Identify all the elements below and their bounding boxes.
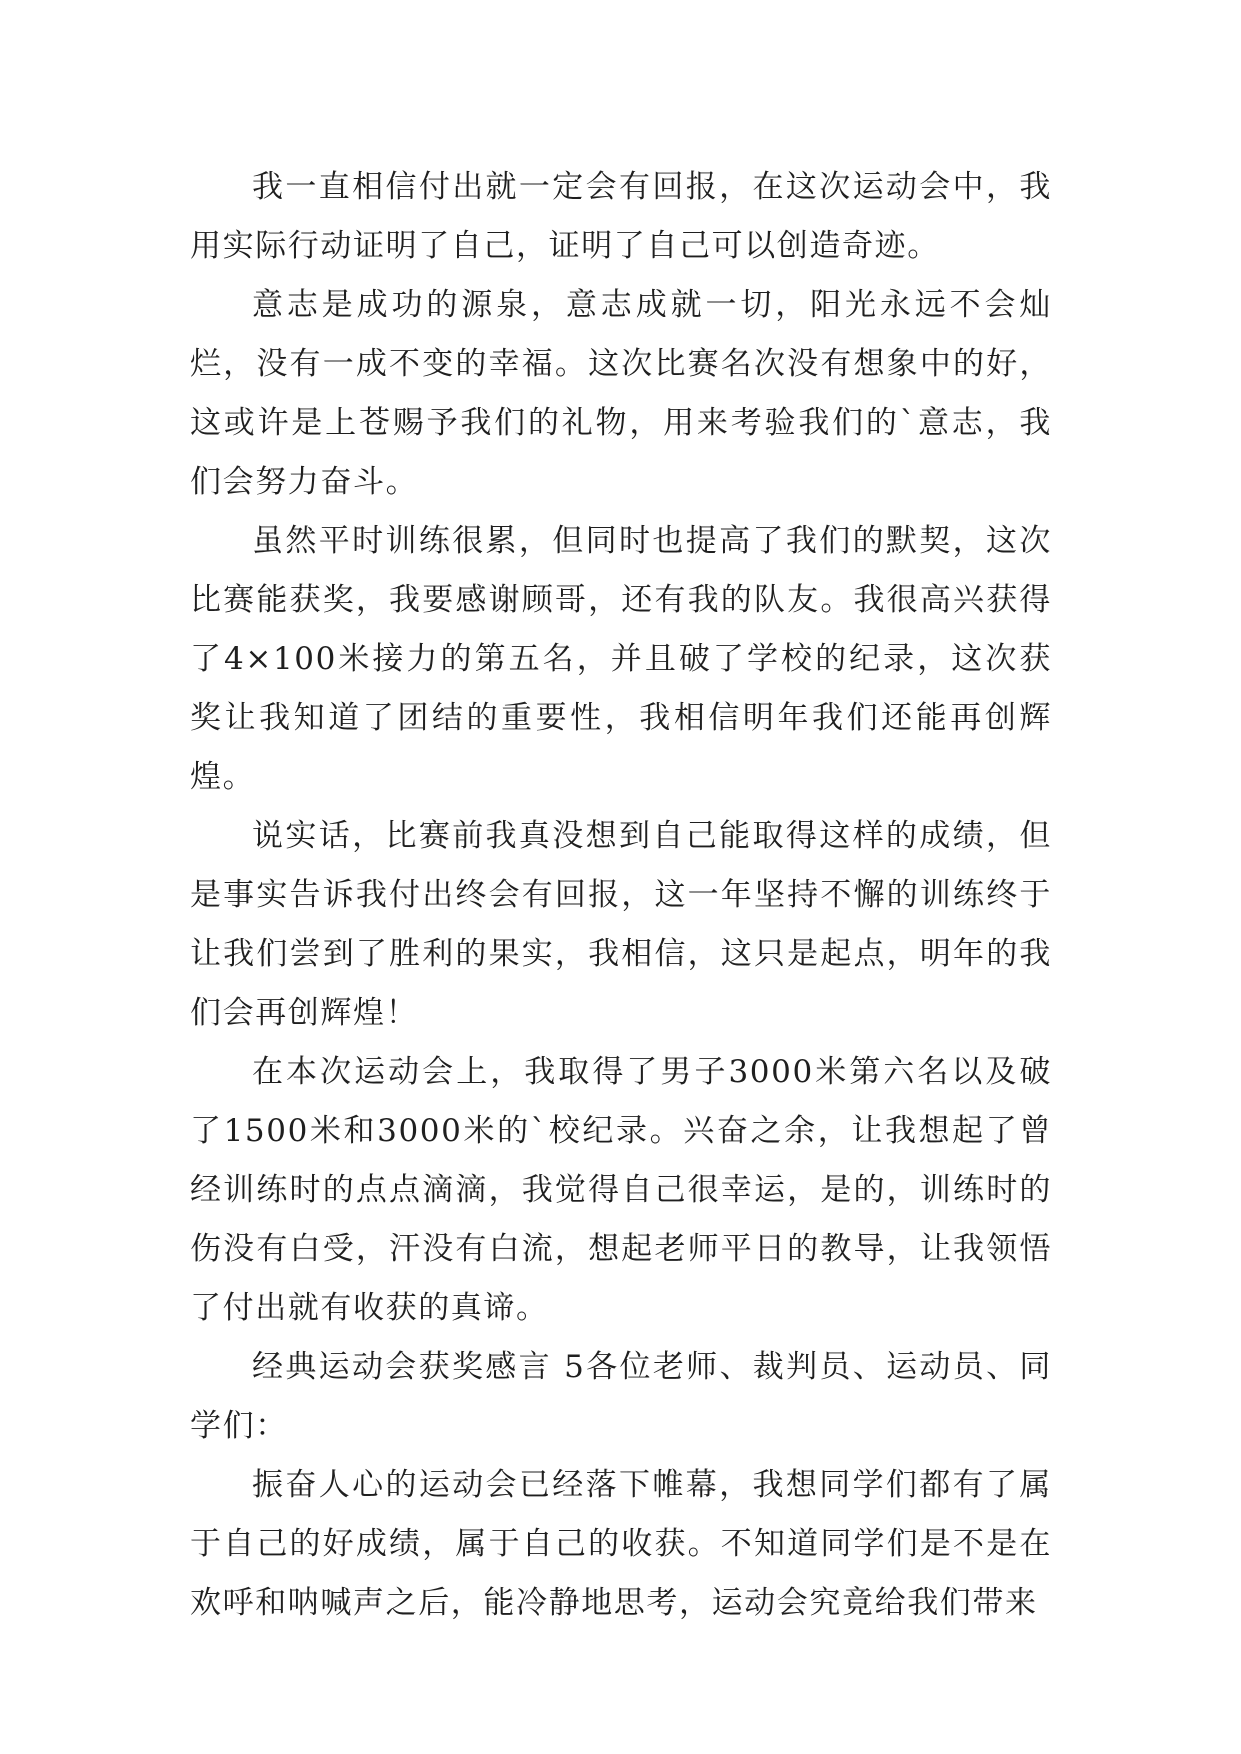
- paragraph-4: 说实话，比赛前我真没想到自己能取得这样的成绩，但是事实告诉我付出终会有回报，这一年坚持不懈的训练终于让我们尝到了胜利的果实，我相信，这只是起点，明年的我们会再创辉煌！: [190, 818, 1052, 1031]
- document-body: [190, 158, 1052, 1633]
- paragraph-7: 振奋人心的运动会已经落下帷幕，我想同学们都有了属于自己的好成绩，属于自己的收获。不知道同学们是不是在欢呼和呐喊声之后，能冷静地思考，运动会究竟给我们带来: [190, 1467, 1052, 1621]
- paragraph-3: 虽然平时训练很累，但同时也提高了我们的默契，这次比赛能获奖，我要感谢顾哥，还有我的队友。我很高兴获得了4×100米接力的第五名，并且破了学校的纪录，这次获奖让我知道了团结的重要性，我相信明年我们还能再创辉煌。: [190, 523, 1052, 795]
- paragraph-1: 我一直相信付出就一定会有回报，在这次运动会中，我用实际行动证明了自己，证明了自己可以创造奇迹。: [190, 169, 1052, 264]
- paragraph-6: 经典运动会获奖感言 5各位老师、裁判员、运动员、同学们：: [190, 1349, 1052, 1444]
- paragraph-2: 意志是成功的源泉，意志成就一切，阳光永远不会灿烂，没有一成不变的幸福。这次比赛名次没有想象中的好，这或许是上苍赐予我们的礼物，用来考验我们的`意志，我们会努力奋斗。: [190, 287, 1052, 500]
- paragraph-5: 在本次运动会上，我取得了男子3000米第六名以及破了1500米和3000米的`校纪录。兴奋之余，让我想起了曾经训练时的点点滴滴，我觉得自己很幸运，是的，训练时的伤没有白受，汗没有白流，想起老师平日的教导，让我领悟了付出就有收获的真谛。: [190, 1054, 1052, 1326]
